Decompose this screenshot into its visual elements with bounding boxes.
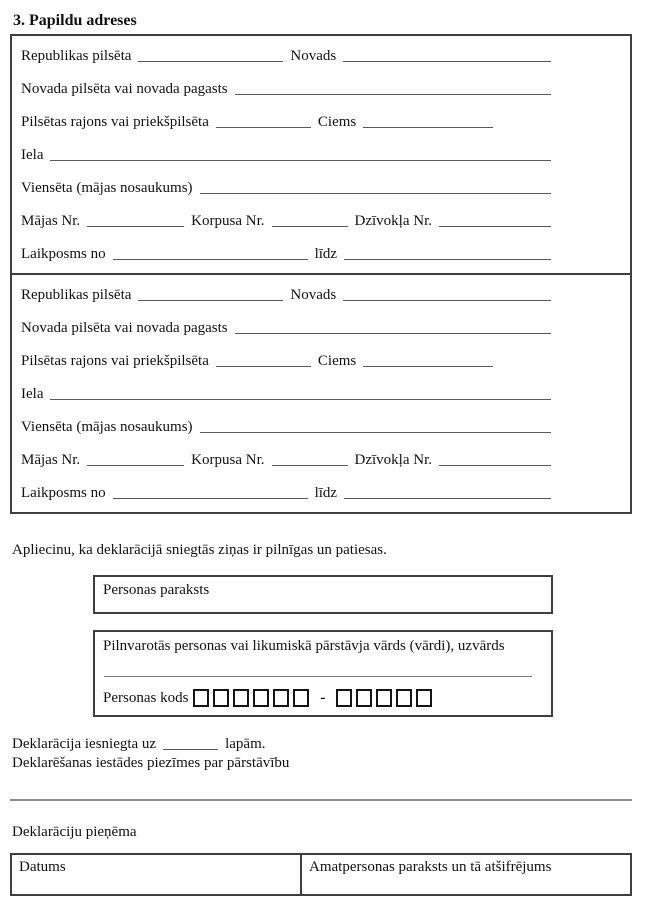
pages-line [12,735,632,754]
notes-label: Deklarēšanas iestādes piezīmes par pārstāvību [12,755,290,771]
date-cell[interactable] [12,855,302,894]
footer-text [12,735,632,773]
laikposms-no-label: Laikposms no [21,485,106,501]
lidz-field[interactable] [344,487,551,499]
field-row [21,483,551,503]
field-row [21,244,551,264]
field-row [21,46,551,66]
personal-code-digit-box[interactable] [336,689,352,707]
majas-nr-label: Mājas Nr. [21,452,81,468]
personal-signature-box[interactable] [93,575,553,614]
iela-field[interactable] [50,388,551,400]
novads-label: Novads [290,48,337,64]
field-row [21,79,551,99]
dzivokla-nr-label: Dzīvokļa Nr. [354,452,432,468]
vienseta-field[interactable] [200,182,551,194]
personal-code-group-2 [336,689,436,707]
notes-field-line[interactable] [10,799,632,801]
ciems-field[interactable] [363,116,493,128]
pilsetas-rajons-label: Pilsētas rajons vai priekšpilsēta [21,353,209,369]
personal-code-digit-box[interactable] [213,689,229,707]
field-row [21,285,551,305]
representative-name-field[interactable] [104,676,532,677]
vienseta-field[interactable] [200,421,551,433]
novads-field[interactable] [343,50,551,62]
field-row [21,417,551,437]
personal-code-digit-box[interactable] [396,689,412,707]
korpusa-nr-field[interactable] [272,454,348,466]
personal-code-row [103,689,543,707]
pilsetas-rajons-label: Pilsētas rajons vai priekšpilsēta [21,114,209,130]
republikas-pilseta-label: Republikas pilsēta [21,48,132,64]
date-header: Datums [19,859,66,875]
republikas-pilseta-field[interactable] [138,50,283,62]
pilsetas-rajons-field[interactable] [216,116,311,128]
ciems-label: Ciems [317,114,357,130]
representative-label: Pilnvarotās personas vai likumiskā pārstāvja vārds (vārdi), uzvārds [103,638,505,654]
personal-code-digit-box[interactable] [356,689,372,707]
personal-code-digit-box[interactable] [273,689,289,707]
lidz-label: līdz [314,246,338,262]
field-row [21,112,551,132]
field-row [21,318,551,338]
novads-field[interactable] [343,289,551,301]
korpusa-nr-label: Korpusa Nr. [191,452,265,468]
declaration-statement: Apliecinu, ka deklarācijā sniegtās ziņas ir pilnīgas un patiesas. [12,542,387,558]
pages-prefix-label: Deklarācija iesniegta uz [12,736,157,752]
personal-code-digit-box[interactable] [376,689,392,707]
section-title: 3. Papildu adreses [13,12,137,29]
field-row [21,450,551,470]
dzivokla-nr-label: Dzīvokļa Nr. [354,213,432,229]
dzivokla-nr-field[interactable] [439,215,551,227]
personal-code-label: Personas kods [103,689,189,706]
address-block-1 [10,34,632,275]
official-signature-cell[interactable] [302,855,630,894]
republikas-pilseta-field[interactable] [138,289,283,301]
lidz-field[interactable] [344,248,551,260]
ciems-field[interactable] [363,355,493,367]
iela-label: Iela [21,147,44,163]
received-label: Deklarāciju pieņēma [12,824,137,840]
reception-table [10,853,632,896]
pilsetas-rajons-field[interactable] [216,355,311,367]
laikposms-no-label: Laikposms no [21,246,106,262]
personal-signature-label: Personas paraksts [103,582,210,598]
address-block-2 [10,273,632,514]
vienseta-label: Viensēta (mājas nosaukums) [21,419,193,435]
representative-box [93,630,553,717]
pages-suffix-label: lapām. [225,736,266,752]
korpusa-nr-label: Korpusa Nr. [191,213,265,229]
field-row [21,145,551,165]
personal-code-separator: - [320,689,326,706]
novada-pilseta-label: Novada pilsēta vai novada pagasts [21,81,228,97]
vienseta-label: Viensēta (mājas nosaukums) [21,180,193,196]
laikposms-no-field[interactable] [113,248,308,260]
majas-nr-field[interactable] [87,454,184,466]
novada-pilseta-field[interactable] [235,83,551,95]
personal-code-digit-box[interactable] [416,689,432,707]
pages-count-field[interactable] [163,738,218,750]
republikas-pilseta-label: Republikas pilsēta [21,287,132,303]
field-row [21,384,551,404]
field-row [21,178,551,198]
novada-pilseta-field[interactable] [235,322,551,334]
dzivokla-nr-field[interactable] [439,454,551,466]
personal-code-digit-box[interactable] [293,689,309,707]
lidz-label: līdz [314,485,338,501]
korpusa-nr-field[interactable] [272,215,348,227]
majas-nr-field[interactable] [87,215,184,227]
iela-field[interactable] [50,149,551,161]
laikposms-no-field[interactable] [113,487,308,499]
novads-label: Novads [290,287,337,303]
personal-code-digit-box[interactable] [193,689,209,707]
ciems-label: Ciems [317,353,357,369]
novada-pilseta-label: Novada pilsēta vai novada pagasts [21,320,228,336]
official-signature-header: Amatpersonas paraksts un tā atšifrējums [309,859,552,875]
personal-code-digit-box[interactable] [253,689,269,707]
field-row [21,211,551,231]
personal-code-digit-box[interactable] [233,689,249,707]
iela-label: Iela [21,386,44,402]
field-row [21,351,551,371]
majas-nr-label: Mājas Nr. [21,213,81,229]
personal-code-group-1 [193,689,313,707]
